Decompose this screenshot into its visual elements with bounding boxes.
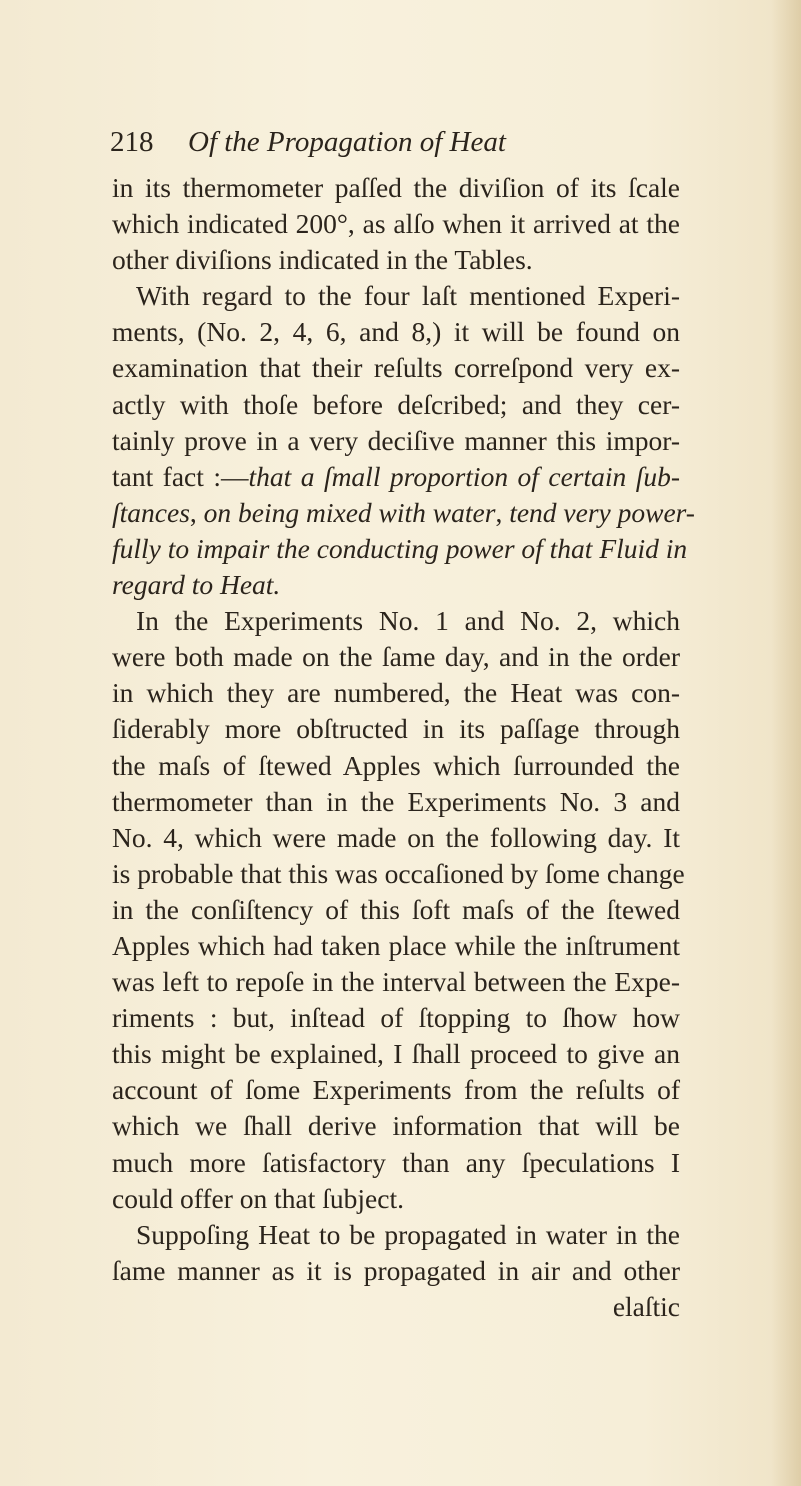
text-line	[112, 206, 680, 242]
text-line	[112, 1253, 680, 1289]
text-line	[112, 459, 680, 495]
body-text	[112, 170, 695, 1325]
text-segment: in the conſiſtency of this ſoft maſs of the ſtewed	[112, 893, 680, 925]
text-segment: ſame manner as it is propagated in air and other	[112, 1254, 680, 1286]
page-edge-shadow	[771, 0, 801, 1486]
text-segment: No. 4, which were made on the following day. It	[112, 821, 680, 853]
text-line	[112, 531, 688, 567]
text-line	[112, 1000, 680, 1036]
text-segment: could offer on that ſubject.	[112, 1182, 404, 1214]
text-line	[112, 1217, 680, 1253]
text-line	[112, 242, 680, 278]
page-number: 218	[110, 126, 154, 158]
page-header	[110, 122, 670, 162]
text-line	[112, 1289, 680, 1325]
text-segment: riments : but, inſtead of ſtopping to ſhow how	[112, 1002, 680, 1034]
text-segment: is probable that this was occaſioned by ſome change	[112, 857, 685, 889]
text-segment: in which they are numbered, the Heat was con-	[112, 677, 680, 709]
text-line	[112, 1072, 680, 1108]
text-line	[112, 567, 680, 603]
text-segment: tant fact :—	[112, 460, 249, 492]
text-segment: actly with thoſe before deſcribed; and they cer-	[112, 388, 680, 420]
running-title: Of the Propagation of Heat	[188, 126, 506, 158]
text-line	[112, 170, 680, 206]
text-segment: the maſs of ſtewed Apples which ſurrounded the	[112, 749, 680, 781]
text-segment: were both made on the ſame day, and in the order	[112, 641, 680, 673]
text-line	[112, 675, 680, 711]
text-segment: this might be explained, I ſhall proceed to give an	[112, 1038, 680, 1070]
text-segment: ſiderably more obſtructed in its paſſage through	[112, 713, 680, 745]
text-segment: In the Experiments No. 1 and No. 2, which	[136, 605, 680, 637]
text-segment: Suppoſing Heat to be propagated in water in the	[136, 1218, 680, 1250]
text-segment: examination that their reſults correſpond very ex-	[112, 352, 680, 384]
text-line	[112, 423, 680, 459]
text-line	[112, 350, 680, 386]
text-segment: ,	[189, 496, 204, 528]
text-line	[112, 1181, 680, 1217]
text-segment: account of ſome Experiments from the reſults of	[112, 1074, 680, 1106]
italic-text-segment: regard to Heat.	[112, 569, 281, 601]
italic-text-segment: fully to impair the conducting power of that Fluid in	[112, 532, 688, 564]
text-line	[112, 387, 680, 423]
text-line	[112, 856, 685, 892]
text-line	[112, 1036, 680, 1072]
text-line	[112, 1145, 680, 1181]
text-segment: Apples which had taken place while the inſtrument	[112, 929, 680, 961]
text-segment: which indicated 200°, as alſo when it arrived at the	[112, 208, 680, 240]
text-line	[112, 603, 680, 639]
text-segment: much more ſatisfactory than any ſpeculations I	[112, 1146, 680, 1178]
text-segment: other diviſions indicated in the Tables.	[112, 244, 533, 276]
text-line	[112, 1108, 680, 1144]
italic-text-segment: tend very power-	[509, 496, 695, 528]
text-segment: ments, (No. 2, 4, 6, and 8,) it will be found on	[112, 316, 680, 348]
text-line	[112, 820, 680, 856]
text-line	[112, 964, 680, 1000]
text-line	[112, 711, 680, 747]
italic-text-segment: ſtances	[112, 496, 190, 528]
text-line	[112, 495, 695, 531]
text-line	[112, 892, 680, 928]
text-line	[112, 278, 680, 314]
text-line	[112, 314, 680, 350]
italic-text-segment: on being mixed with water	[203, 496, 496, 528]
text-segment: elaſtic	[612, 1290, 680, 1322]
text-line	[112, 928, 680, 964]
text-line	[112, 748, 680, 784]
italic-text-segment: that a ſmall proportion of certain ſub-	[248, 460, 681, 492]
text-segment: With regard to the four laſt mentioned Experi-	[136, 280, 680, 312]
text-segment: tainly prove in a very deciſive manner this impor-	[112, 424, 680, 456]
text-segment: in its thermometer paſſed the diviſion of its ſcale	[112, 172, 680, 203]
text-segment: was left to repoſe in the interval between the Expe-	[112, 966, 680, 998]
text-line	[112, 639, 680, 675]
text-segment: thermometer than in the Experiments No. 3 and	[112, 785, 680, 817]
text-segment: ,	[495, 496, 510, 528]
text-line	[112, 784, 680, 820]
text-segment: which we ſhall derive information that will be	[112, 1110, 680, 1142]
